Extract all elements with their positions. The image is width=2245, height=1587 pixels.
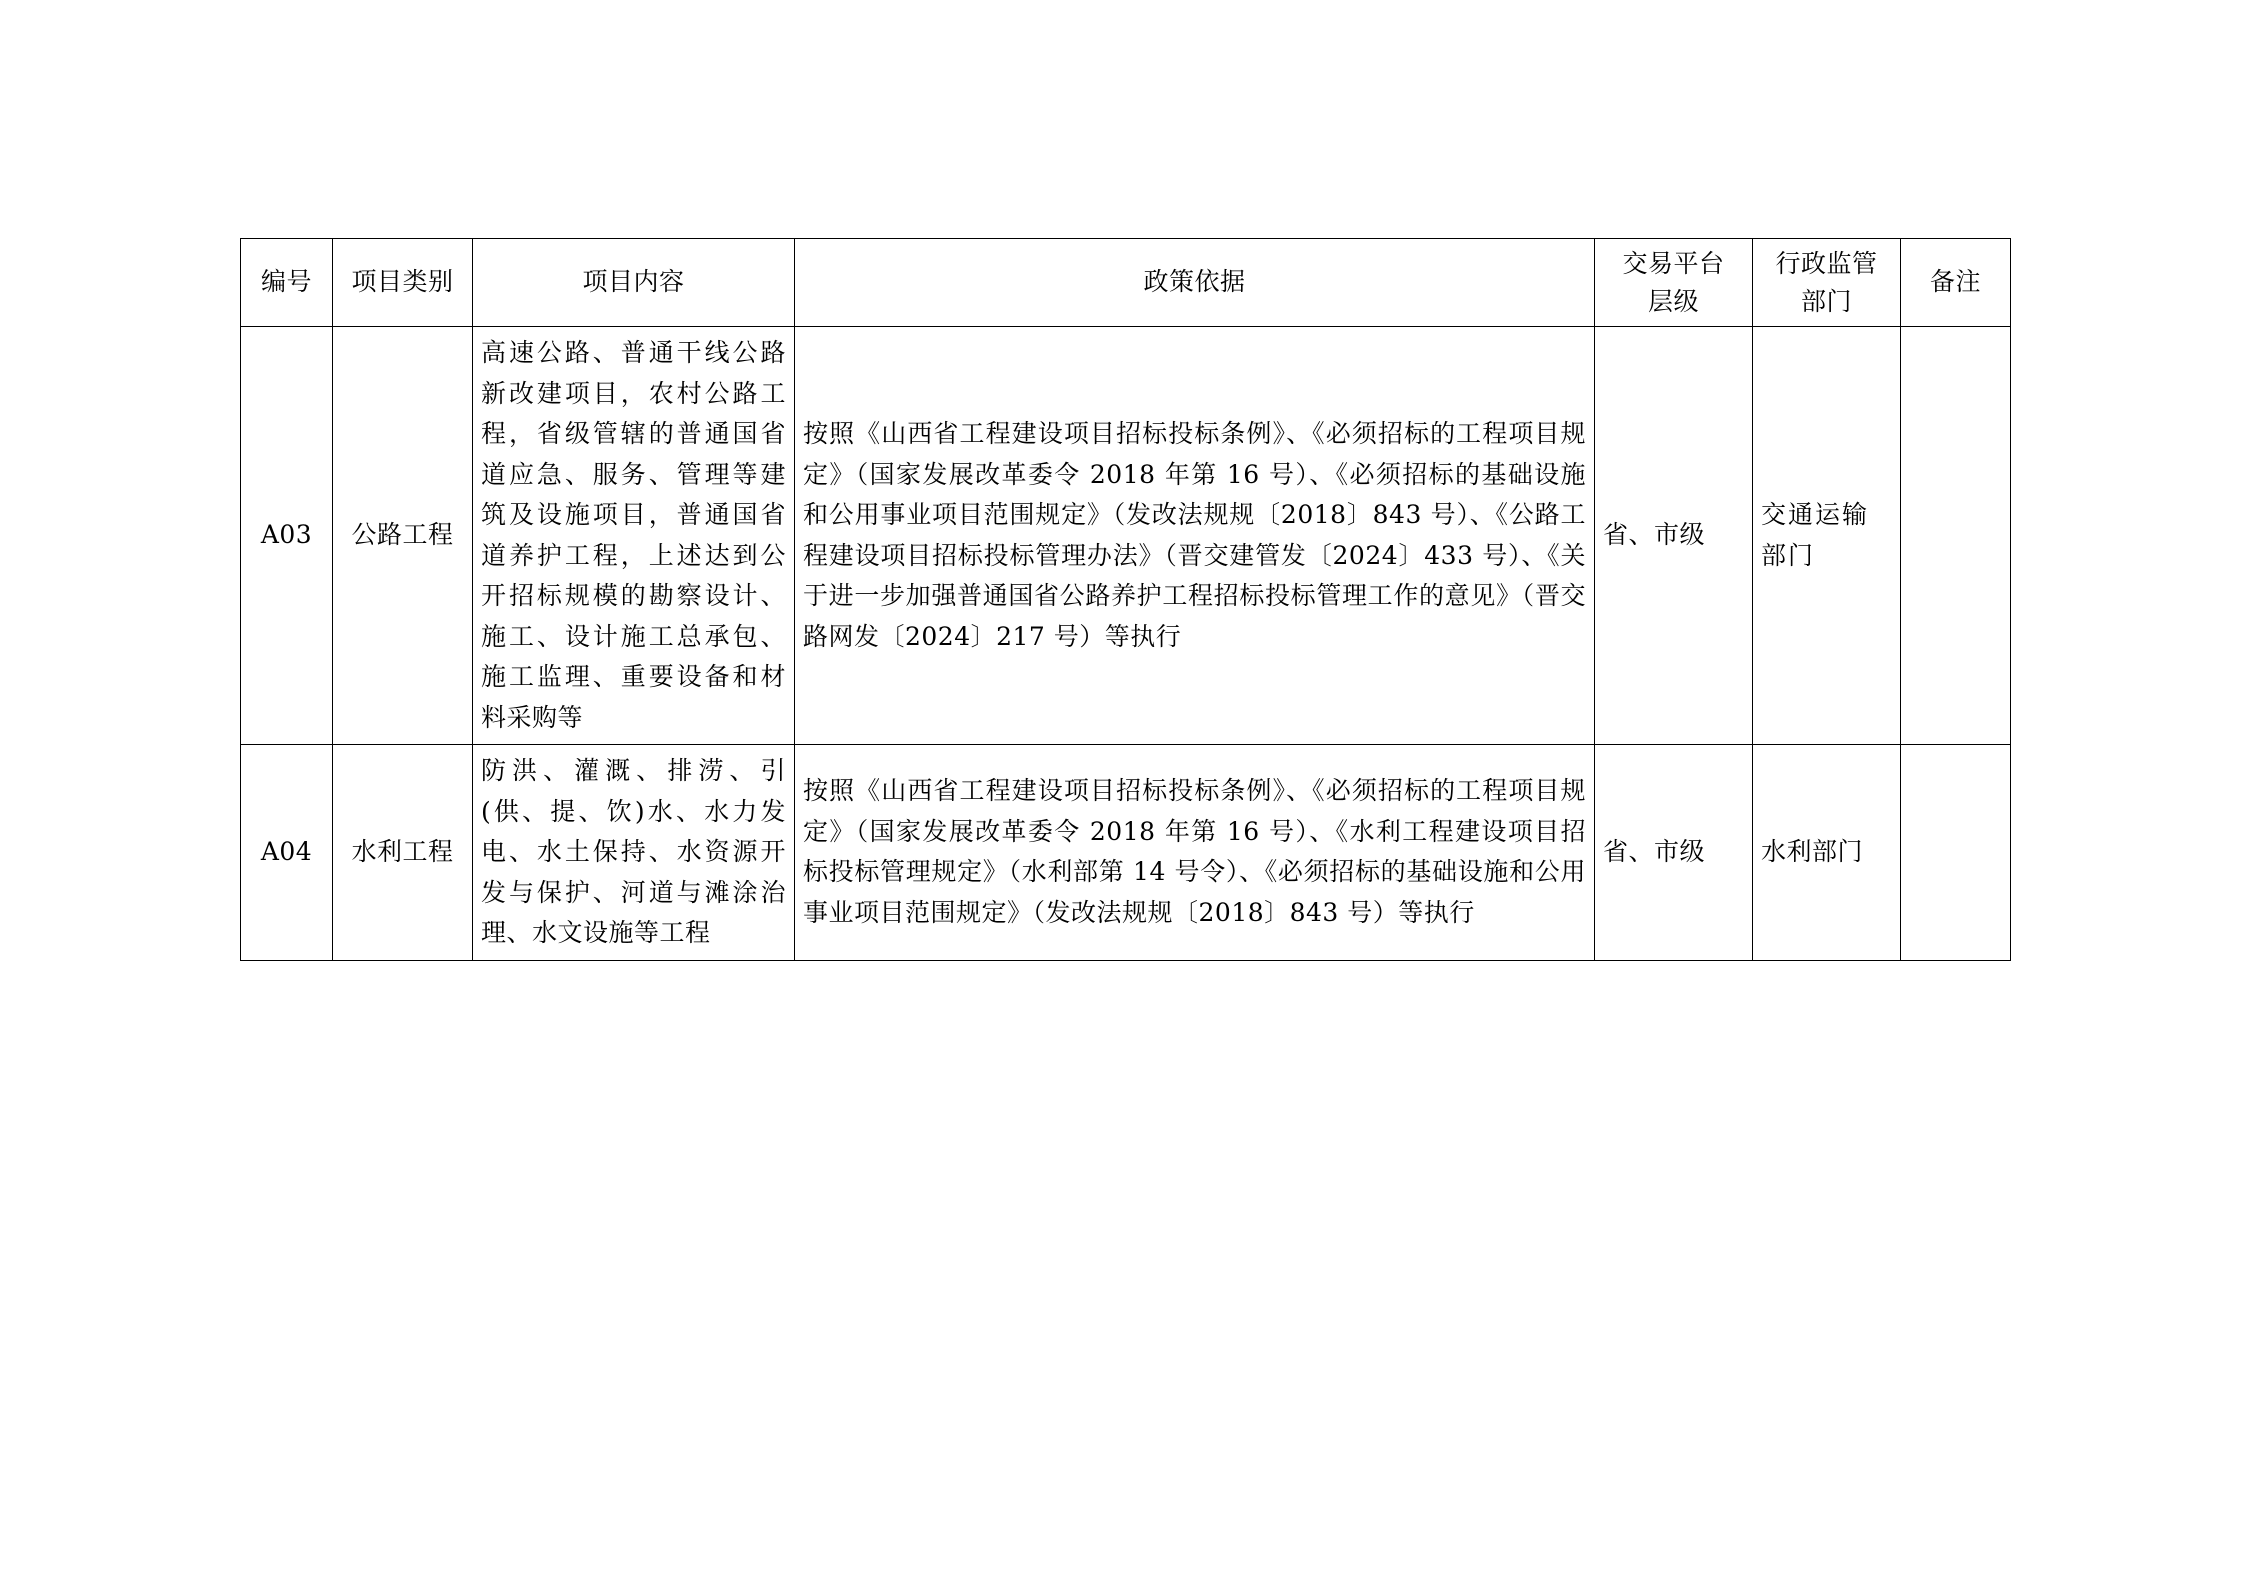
cell-platform-level: 省、市级 xyxy=(1595,745,1753,961)
cell-department: 水利部门 xyxy=(1753,745,1901,961)
cell-remark xyxy=(1901,327,2011,745)
project-category-table xyxy=(240,238,2011,961)
cell-number: A03 xyxy=(241,327,333,745)
table-container xyxy=(240,238,2010,961)
column-header-platform-level xyxy=(1595,239,1753,327)
column-header-content: 项目内容 xyxy=(473,239,795,327)
column-header-category: 项目类别 xyxy=(333,239,473,327)
column-header-platform-level-line2: 层级 xyxy=(1647,286,1699,316)
table-body xyxy=(241,327,2011,961)
cell-category: 公路工程 xyxy=(333,327,473,745)
cell-department: 交通运输部门 xyxy=(1753,327,1901,745)
column-header-department-line2: 部门 xyxy=(1800,286,1852,316)
column-header-number: 编号 xyxy=(241,239,333,327)
cell-content: 高速公路、普通干线公路新改建项目，农村公路工程，省级管辖的普通国省道应急、服务、管理等建筑及设施项目，普通国省道养护工程，上述达到公开招标规模的勘察设计、施工、设计施工总承包、施工监理、重要设备和材料采购等 xyxy=(473,327,795,745)
column-header-department xyxy=(1753,239,1901,327)
column-header-policy: 政策依据 xyxy=(795,239,1595,327)
cell-platform-level: 省、市级 xyxy=(1595,327,1753,745)
column-header-department-line1: 行政监管 xyxy=(1775,249,1878,278)
column-header-remark: 备注 xyxy=(1901,239,2011,327)
cell-remark xyxy=(1901,745,2011,961)
table-header xyxy=(241,239,2011,327)
table-row xyxy=(241,327,2011,745)
cell-category: 水利工程 xyxy=(333,745,473,961)
cell-policy: 按照《山西省工程建设项目招标投标条例》、《必须招标的工程项目规定》（国家发展改革委令 2018 年第 16 号）、《水利工程建设项目招标投标管理规定》（水利部第 14 号令）、《必须招标的基础设施和公用事业项目范围规定》（发改法规规〔2018〕843 号）等执行 xyxy=(795,745,1595,961)
table-header-row xyxy=(241,239,2011,327)
table-row xyxy=(241,745,2011,961)
cell-content: 防洪、灌溉、排涝、引(供、提、饮)水、水力发电、水土保持、水资源开发与保护、河道与滩涂治理、水文设施等工程 xyxy=(473,745,795,961)
column-header-platform-level-line1: 交易平台 xyxy=(1622,249,1725,278)
cell-number: A04 xyxy=(241,745,333,961)
cell-policy: 按照《山西省工程建设项目招标投标条例》、《必须招标的工程项目规定》（国家发展改革委令 2018 年第 16 号）、《必须招标的基础设施和公用事业项目范围规定》（发改法规规〔2018〕843 号）、《公路工程建设项目招标投标管理办法》（晋交建管发〔2024〕433 号）、《关于进一步加强普通国省公路养护工程招标投标管理工作的意见》（晋交路网发〔2024〕217 号）等执行 xyxy=(795,327,1595,745)
